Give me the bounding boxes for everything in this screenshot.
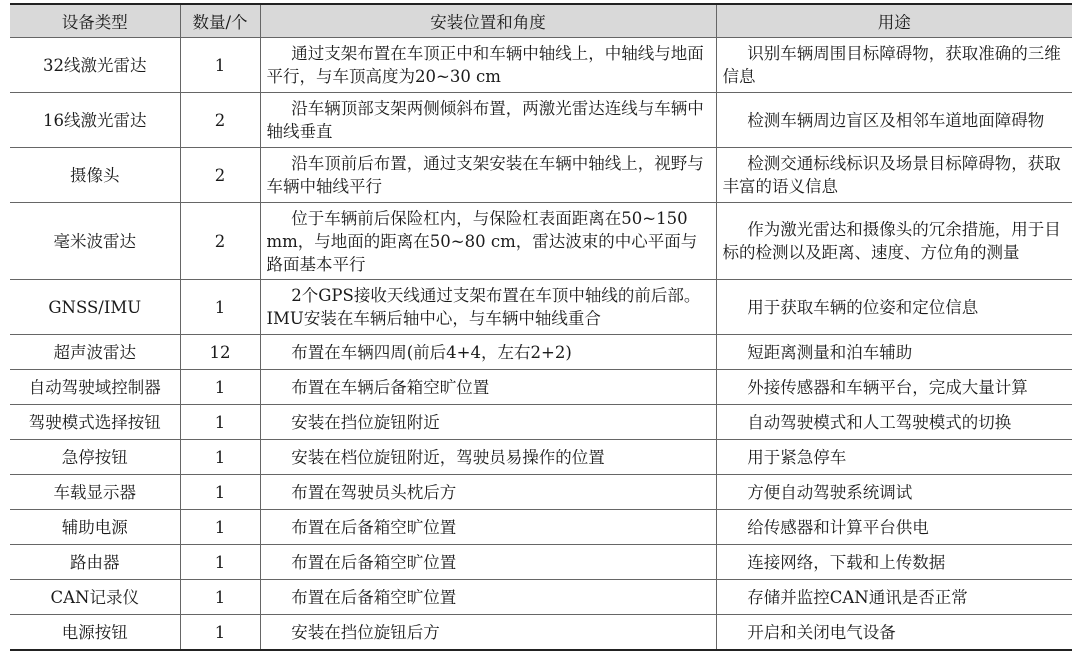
cell-position: 安装在挡位旋钮后方 [260,615,716,651]
cell-quantity: 1 [180,475,260,510]
cell-position: 安装在挡位旋钮附近 [260,405,716,440]
cell-device-type: 急停按钮 [10,440,180,475]
cell-device-type: 路由器 [10,545,180,580]
cell-quantity: 1 [180,440,260,475]
cell-position: 通过支架布置在车顶正中和车辆中轴线上，中轴线与地面平行，与车顶高度为20~30 cm [260,38,716,93]
table-row [10,510,1072,545]
table-header-row [10,4,1072,38]
cell-quantity: 2 [180,203,260,280]
cell-position: 2个GPS接收天线通过支架布置在车顶中轴线的前后部。IMU安装在车辆后轴中心，与车辆中轴线重合 [260,280,716,335]
cell-use: 检测交通标线标识及场景目标障碍物，获取丰富的语义信息 [716,148,1072,203]
table-row [10,280,1072,335]
cell-use: 短距离测量和泊车辅助 [716,335,1072,370]
cell-use: 方便自动驾驶系统调试 [716,475,1072,510]
cell-position: 安装在档位旋钮附近，驾驶员易操作的位置 [260,440,716,475]
cell-quantity: 1 [180,545,260,580]
cell-quantity: 1 [180,370,260,405]
cell-use: 用于获取车辆的位姿和定位信息 [716,280,1072,335]
cell-device-type: 超声波雷达 [10,335,180,370]
cell-quantity: 1 [180,615,260,651]
cell-device-type: 电源按钮 [10,615,180,651]
cell-use: 给传感器和计算平台供电 [716,510,1072,545]
cell-position: 沿车辆顶部支架两侧倾斜布置，两激光雷达连线与车辆中轴线垂直 [260,93,716,148]
cell-device-type: 摄像头 [10,148,180,203]
cell-use: 识别车辆周围目标障碍物，获取准确的三维信息 [716,38,1072,93]
table-row [10,370,1072,405]
cell-device-type: 驾驶模式选择按钮 [10,405,180,440]
cell-device-type: 毫米波雷达 [10,203,180,280]
cell-position: 布置在后备箱空旷位置 [260,580,716,615]
cell-quantity: 1 [180,580,260,615]
cell-quantity: 1 [180,280,260,335]
cell-use: 用于紧急停车 [716,440,1072,475]
table-row [10,38,1072,93]
table-row [10,545,1072,580]
cell-device-type: 32线激光雷达 [10,38,180,93]
cell-position: 布置在车辆四周(前后4+4，左右2+2) [260,335,716,370]
table-row [10,93,1072,148]
header-position: 安装位置和角度 [260,4,716,38]
table-row [10,203,1072,280]
cell-device-type: 16线激光雷达 [10,93,180,148]
cell-device-type: GNSS/IMU [10,280,180,335]
cell-device-type: CAN记录仪 [10,580,180,615]
table-row [10,475,1072,510]
header-device-type: 设备类型 [10,4,180,38]
table-row [10,615,1072,651]
cell-use: 检测车辆周边盲区及相邻车道地面障碍物 [716,93,1072,148]
cell-position: 布置在车辆后备箱空旷位置 [260,370,716,405]
cell-use: 外接传感器和车辆平台，完成大量计算 [716,370,1072,405]
cell-quantity: 12 [180,335,260,370]
header-use: 用途 [716,4,1072,38]
cell-quantity: 1 [180,510,260,545]
cell-use: 连接网络，下载和上传数据 [716,545,1072,580]
cell-quantity: 1 [180,38,260,93]
cell-quantity: 2 [180,93,260,148]
cell-quantity: 1 [180,405,260,440]
cell-position: 布置在后备箱空旷位置 [260,510,716,545]
table-row [10,148,1072,203]
cell-position: 布置在驾驶员头枕后方 [260,475,716,510]
header-quantity: 数量/个 [180,4,260,38]
cell-position: 沿车顶前后布置，通过支架安装在车辆中轴线上，视野与车辆中轴线平行 [260,148,716,203]
cell-quantity: 2 [180,148,260,203]
cell-use: 自动驾驶模式和人工驾驶模式的切换 [716,405,1072,440]
cell-device-type: 辅助电源 [10,510,180,545]
cell-use: 作为激光雷达和摄像头的冗余措施，用于目标的检测以及距离、速度、方位角的测量 [716,203,1072,280]
table-row [10,335,1072,370]
table-row [10,580,1072,615]
cell-position: 位于车辆前后保险杠内，与保险杠表面距离在50~150 mm，与地面的距离在50~80 cm，雷达波束的中心平面与路面基本平行 [260,203,716,280]
cell-use: 开启和关闭电气设备 [716,615,1072,651]
cell-position: 布置在后备箱空旷位置 [260,545,716,580]
table-row [10,405,1072,440]
cell-device-type: 自动驾驶域控制器 [10,370,180,405]
cell-device-type: 车载显示器 [10,475,180,510]
cell-use: 存储并监控CAN通讯是否正常 [716,580,1072,615]
table-row [10,440,1072,475]
equipment-table [10,3,1072,651]
